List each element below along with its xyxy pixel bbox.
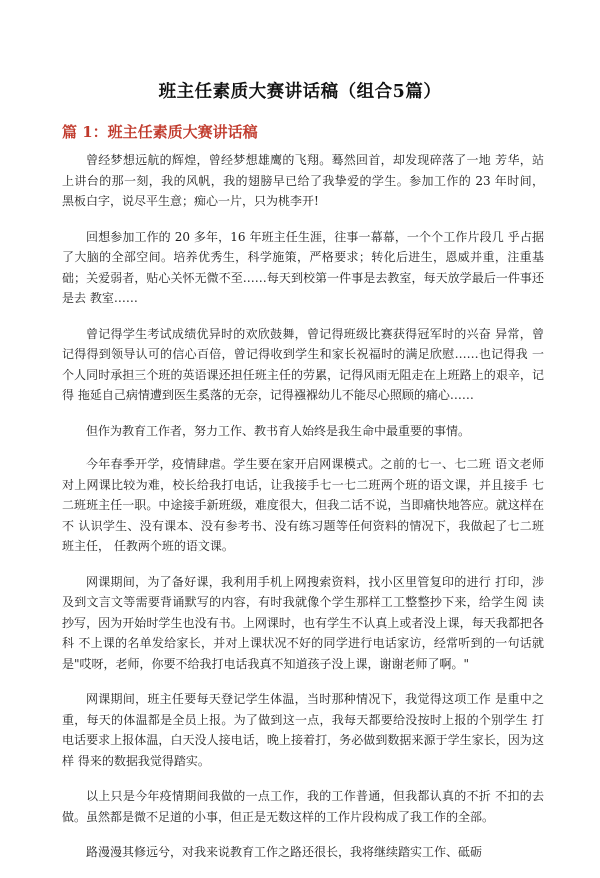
paragraph: 网课期间，班主任要每天登记学生体温，当时那种情况下，我觉得这项工作 是重中之重，每天的体温都是全员上报。为了做到这一点，我每天都要给没按时上报的个别学生 打电话要求上报体温，白天没人接电话，晚上接着打，务必做到数据来源于学生家长，因为这样 得来的数据我觉得踏实。	[62, 692, 544, 768]
paragraph: 但作为教育工作者，努力工作、教书育人始终是我生命中最重要的事情。	[86, 423, 471, 438]
paragraph: 今年春季开学，疫情肆虐。学生要在家开启网课模式。之前的七一、七二班 语文老师对上网课比较为难，校长给我打电话，让我接手七一七二班两个班的语文课，并且接手 七二班班主任一职。中途接手新班级，难度很大，但我二话不说，当即痛快地答应。就这样在不 认识学生、没有课本、没有参考书、没有练习题等任何资料的情况下，我做起了七二班班主任， 任教两个班的语文课。	[62, 457, 544, 553]
document-title: 班主任素质大赛讲话稿（组合5篇）	[158, 82, 442, 102]
paragraph: 回想参加工作的 20 多年，16 年班主任生涯，往事一幕幕，一个个工作片段几 乎占据了大脑的全部空间。培养优秀生，科学施策，严格要求；转化后进生，恩威并重，注重基 础；关爱弱者，贴心关怀无微不至……每天到校第一件事是去教室，每天放学最后一件事还是去 教室……	[62, 229, 544, 305]
paragraph: 以上只是今年疫情期间我做的一点工作，我的工作普通，但我都认真的不折 不扣的去做。虽然都是微不足道的小事，但正是无数这样的工作片段构成了我工作的全部。	[62, 789, 544, 824]
paragraph: 网课期间，为了备好课，我利用手机上网搜索资料，找小区里管复印的进行 打印，涉及到文言文等需要背诵默写的内容，有时我就像个学生那样工工整整抄下来，给学生阅 读抄写，因为开始时学生也没有书。上网课时，也有学生不认真上或者没上课，每天我都把各科 不上课的名单发给家长，并对上课状况不好的同学进行电话家访，经常听到的一句话就是"哎呀，老师，你要不给我打电话我真不知道孩子没上课，谢谢老师了啊。"	[62, 574, 544, 671]
section-heading: 篇 1：班主任素质大赛讲话稿	[62, 123, 258, 141]
document-body	[62, 150, 544, 878]
paragraph: 曾经梦想远航的辉煌，曾经梦想雄鹰的飞翔。蓦然回首，却发现碎落了一地 芳华，站上讲台的那一刻，我的风帆，我的翅膀早已给了我挚爱的学生。参加工作的 23 年时间， 黑板白字，说尽平生意；痴心一片，只为桃李开!	[62, 153, 544, 208]
paragraph: 曾记得学生考试成绩优异时的欢欣鼓舞，曾记得班级比赛获得冠军时的兴奋 异常，曾记得得到领导认可的信心百倍，曾记得收到学生和家长祝福时的满足欣慰……也记得我 一个人同时承担三个班的英语课还担任班主任的劳累，记得风雨无阻走在上班路上的艰辛，记得 拖延自己病情遭到医生奚落的无奈，记得襁褓幼儿不能尽心照顾的痛心……	[62, 326, 544, 402]
paragraph: 路漫漫其修远兮，对我来说教育工作之路还很长，我将继续踏实工作、砥砺	[86, 845, 483, 859]
